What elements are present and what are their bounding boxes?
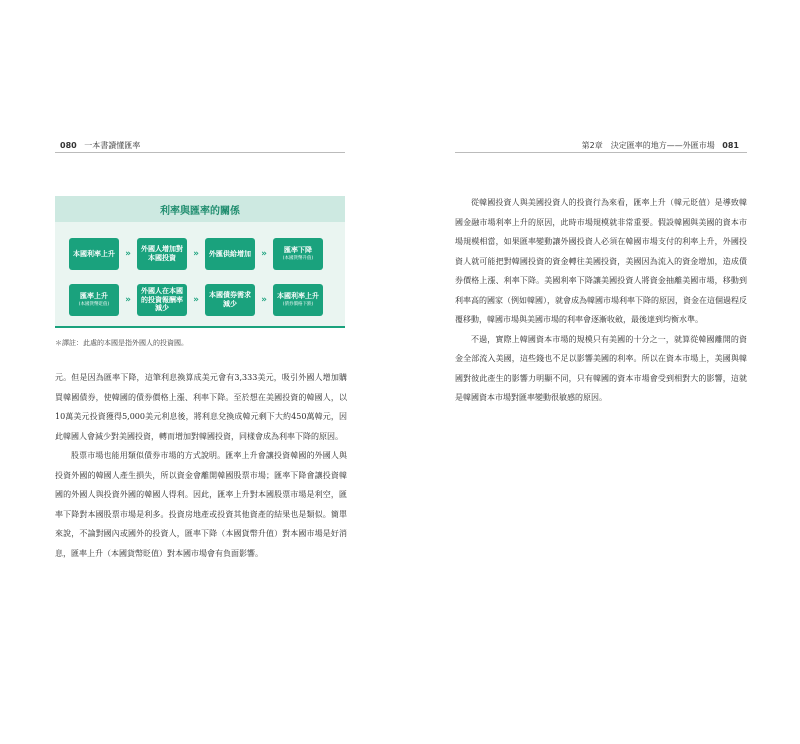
right-page-number: 081 [722, 141, 739, 150]
paragraph: 從韓國投資人與美國投資人的投資行為來看，匯率上升（韓元貶值）是導致韓國金融市場利率上升的原因，此時市場規模就非常重要。假設韓國與美國的資本市場規模相當，如果匯率變動讓外國投資人必須在韓國市場支付的利率上升，外國投資人就可能把對韓國投資的資金轉往美國投資，美國因為流入的資金增加，造成債券價格上漲、利率下降。美國利率下降讓美國投資人將資金抽離美國市場，移動到利率高的國家（例如韓國），就會成為韓國市場利率下降的原因，資金在這個過程反覆移動，韓國市場與美國市場的利率會逐漸收斂，最後達到均衡水準。 [455, 198, 747, 324]
arrow-icon: » [125, 249, 131, 259]
interest-exchange-figure [55, 196, 345, 328]
flow-box: 本國利率上升 (債券價格下跌) [273, 284, 323, 316]
paragraph: 股票市場也能用類似債券市場的方式說明。匯率上升會讓投資韓國的外國人與投資外國的韓國人產生損失，所以資金會離開韓國股票市場；匯率下降會讓投資韓國的外國人與投資外國的韓國人得利。因此，匯率上升對本國股票市場是利空，匯率下降對本國股票市場是利多。投資房地產或投資其他資產的結果也是類似。簡單來說，不論對國內或國外的投資人，匯率下降（本國貨幣升值）對本國市場是好消息，匯率上升（本國貨幣貶值）對本國市場會有負面影響。 [55, 451, 347, 558]
flow-box: 外國人增加對本國投資 [137, 238, 187, 270]
arrow-icon: » [125, 295, 131, 305]
flow-box: 匯率上升 (本國貨幣貶值) [69, 284, 119, 316]
figure-row-1 [69, 238, 323, 270]
arrow-icon: » [193, 249, 199, 259]
left-running-title: 一本書讀懂匯率 [84, 141, 141, 150]
arrow-icon: » [261, 295, 267, 305]
flow-box: 匯率下降 (本國貨幣升值) [273, 238, 323, 270]
left-running-header [55, 140, 140, 151]
translator-note: ＊譯註：此處的本國是指外國人的投資國。 [55, 339, 188, 347]
paragraph: 元。但是因為匯率下降，這筆利息換算成美元會有3,333美元，吸引外國人增加購買韓國債券，使韓國的債券價格上漲、利率下降。至於想在美國投資的韓國人，以10萬美元投資獲得5,000美元利息後，將利息兌換成韓元剩下大約450萬韓元，因此韓國人會減少對美國投資，轉而增加對韓國投資，同樣會成為利率下降的原因。 [55, 373, 347, 441]
left-header-rule [55, 152, 345, 153]
paragraph: 不過，實際上韓國資本市場的規模只有美國的十分之一，就算從韓國離開的資金全部流入美國，這些錢也不足以影響美國的利率。所以在資本市場上，美國與韓國對彼此產生的影響力明顯不同，只有韓國的資本市場會受到相對大的影響，這就是韓國資本市場對匯率變動很敏感的原因。 [455, 334, 747, 402]
figure-title: 利率與匯率的關係 [55, 196, 345, 222]
flow-box: 本國債券需求減少 [205, 284, 255, 316]
right-running-title: 第2章 決定匯率的地方——外匯市場 [581, 141, 715, 150]
flow-box: 本國利率上升 [69, 238, 119, 270]
arrow-icon: » [193, 295, 199, 305]
right-header-rule [455, 152, 747, 153]
flow-box: 外匯供給增加 [205, 238, 255, 270]
figure-row-2 [69, 284, 323, 316]
right-body-text [455, 193, 747, 408]
right-running-header [582, 140, 744, 151]
arrow-icon: » [261, 249, 267, 259]
flow-box: 外國人在本國的投資報酬率減少 [137, 284, 187, 316]
left-body-text [55, 368, 347, 563]
left-page-number: 080 [60, 141, 77, 150]
